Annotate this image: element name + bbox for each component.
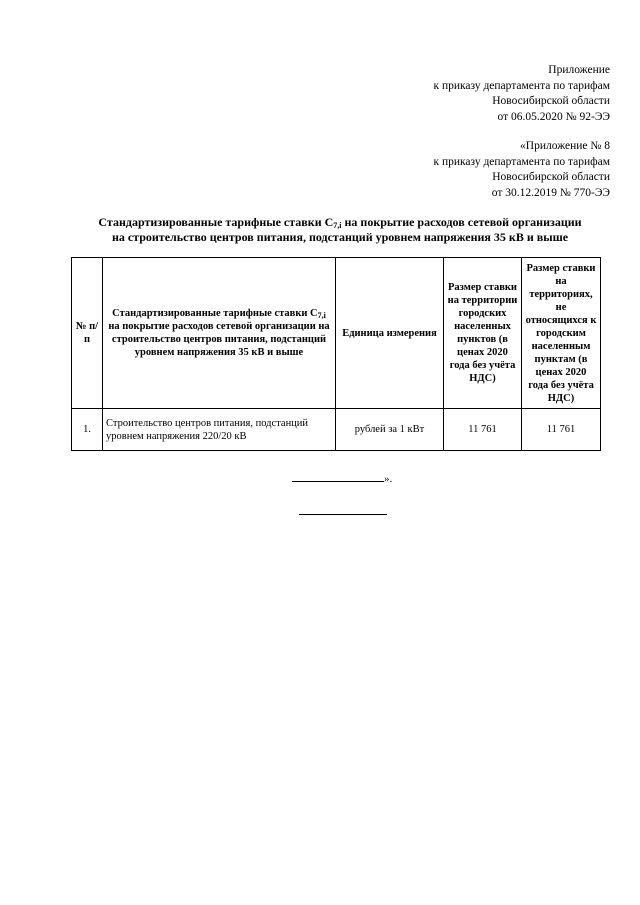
- cell-rural-rate: 11 761: [522, 409, 601, 451]
- header-name-text: Стандартизированные тарифные ставки С: [112, 308, 318, 319]
- header-unit: Единица измерения: [336, 258, 444, 409]
- header-urban-rate: Размер ставки на территории городских населенных пунктов (в ценах 2020 года без учёта НДС): [444, 258, 522, 409]
- header-num: № п/п: [72, 258, 103, 409]
- table-row: [72, 409, 601, 451]
- appendix-line: от 06.05.2020 № 92-ЭЭ: [497, 110, 610, 123]
- title-subscript: 7,i: [333, 221, 342, 230]
- document-title: [60, 215, 620, 245]
- appendix-line: к приказу департамента по тарифам: [433, 79, 610, 92]
- appendix-line: «Приложение № 8: [520, 140, 610, 152]
- appendix-line: Новосибирской области: [492, 95, 610, 108]
- appendix-line: от 30.12.2019 № 770-ЭЭ: [491, 186, 610, 199]
- appendix-header: [433, 63, 610, 125]
- header-name-text: на покрытие расходов сетевой организации на строительство центров питания, подстанций уровнем напряжения 35 кВ и выше: [108, 321, 330, 358]
- title-text: на покрытие расходов сетевой организации: [341, 215, 582, 229]
- cell-urban-rate: 11 761: [444, 409, 522, 451]
- cell-num: 1.: [72, 409, 103, 451]
- signature-underline: [292, 471, 384, 482]
- cell-unit: рублей за 1 кВт: [336, 409, 444, 451]
- appendix-line: к приказу департамента по тарифам: [433, 155, 610, 168]
- header-name: [103, 258, 336, 409]
- header-subscript: 7,i: [317, 311, 326, 320]
- appendix-line: Приложение: [548, 64, 610, 76]
- appendix-line: Новосибирской области: [492, 171, 610, 184]
- rates-table: [71, 257, 601, 451]
- original-appendix-header: [433, 139, 610, 201]
- table-header-row: [72, 258, 601, 409]
- closing-line: [292, 471, 392, 485]
- end-rule: [299, 514, 387, 515]
- title-text: Стандартизированные тарифные ставки С: [98, 215, 334, 229]
- title-line-2: на строительство центров питания, подстанций уровнем напряжения 35 кВ и выше: [111, 230, 569, 244]
- cell-name: Строительство центров питания, подстанций уровнем напряжения 220/20 кВ: [103, 409, 336, 451]
- closing-quote: ».: [384, 473, 393, 485]
- title-line-1: [60, 215, 620, 230]
- header-rural-rate: Размер ставки на территориях, не относящихся к городским населенным пунктам (в ценах 2020 года без учёта НДС): [522, 258, 601, 409]
